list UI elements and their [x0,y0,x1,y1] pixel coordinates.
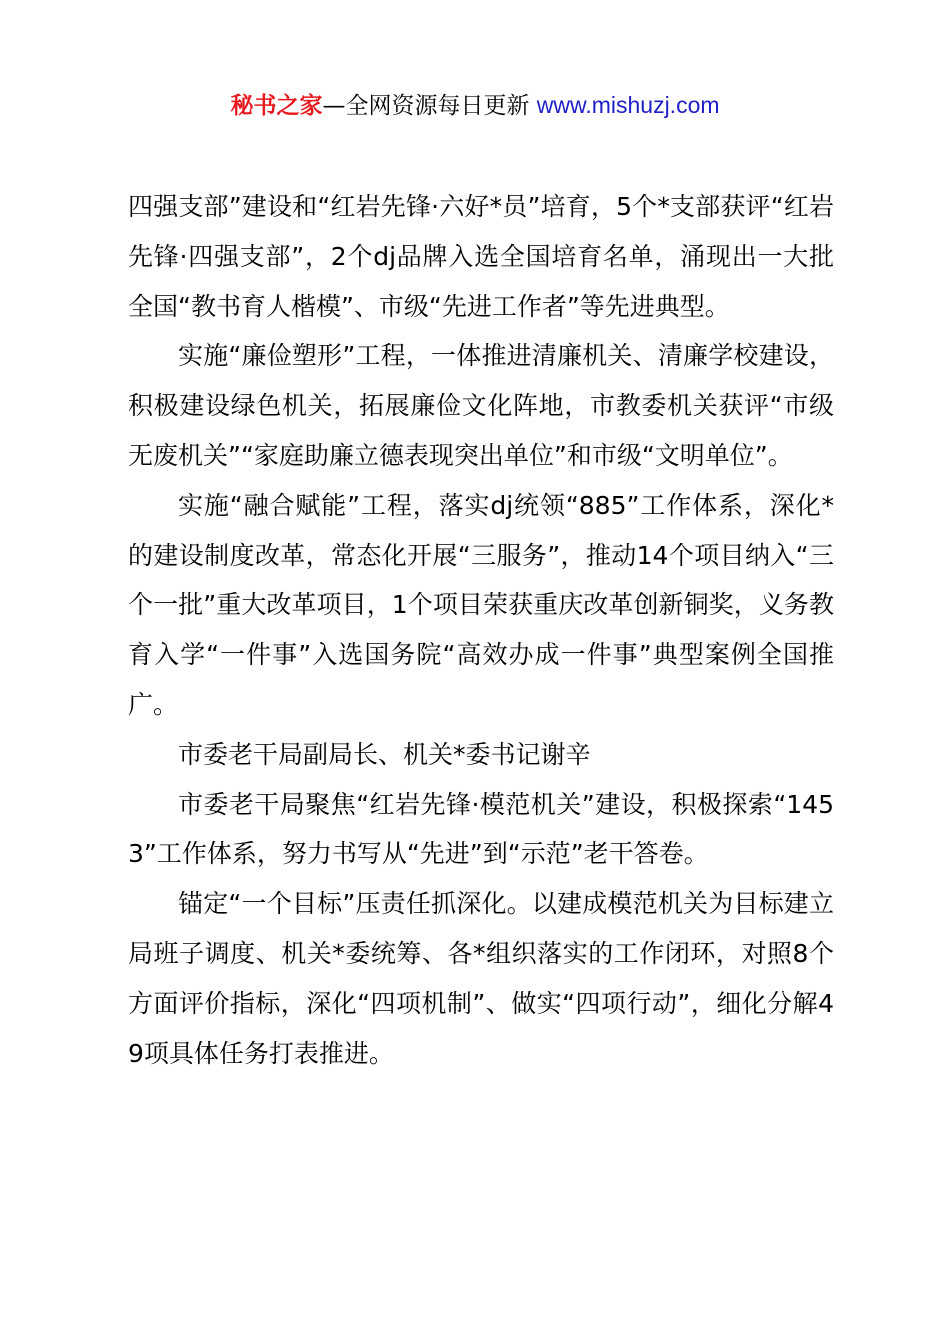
paragraph: 实施“廉俭塑形”工程，一体推进清廉机关、清廉学校建设，积极建设绿色机关，拓展廉俭文化阵地，市教委机关获评“市级无废机关”“家庭助廉立德表现突出单位”和市级“文明单位”。 [128,341,834,470]
paragraph: 锚定“一个目标”压责任抓深化。以建成模范机关为目标建立局班子调度、机关*委统筹、各*组织落实的工作闭环，对照8个方面评价指标，深化“四项机制”、做实“四项行动”，细化分解49项具体任务打表推进。 [128,889,834,1068]
paragraph: 市委老干局聚焦“红岩先锋·模范机关”建设，积极探索“1453”工作体系，努力书写从“先进”到“示范”老干答卷。 [128,789,834,869]
document-body [128,182,834,1078]
speaker-title: 市委老干局副局长、机关*委书记谢辛 [178,739,591,769]
paragraph-continuation: 四强支部”建设和“红岩先锋·六好*员”培育，5个*支部获评“红岩先锋·四强支部”，2个dj品牌入选全国培育名单，涌现出一大批全国“教书育人楷模”、市级“先进工作者”等先进典型。 [128,192,834,321]
site-tagline: —全网资源每日更新 [322,93,537,119]
site-header [0,88,950,123]
site-brand: 秘书之家 [230,93,323,119]
site-url-link[interactable]: www.mishuzj.com [536,92,720,118]
paragraph: 实施“融合赋能”工程，落实dj统领“885”工作体系，深化*的建设制度改革，常态化开展“三服务”，推动14个项目纳入“三个一批”重大改革项目，1个项目荣获重庆改革创新铜奖，义务教育入学“一件事”入选国务院“高效办成一件事”典型案例全国推广。 [128,490,834,719]
